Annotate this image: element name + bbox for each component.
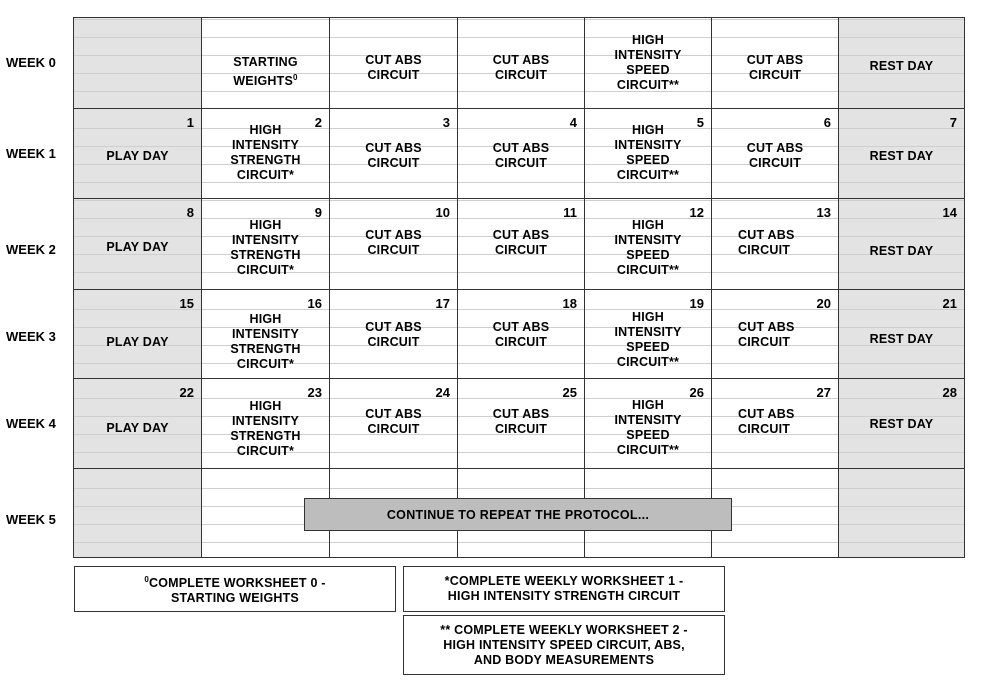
play-day-label: PLAY DAY [106, 421, 169, 435]
cell-w1-d0 [74, 109, 202, 199]
abs-line1: CUT ABS [492, 228, 550, 242]
note-sup: 0 [144, 574, 149, 584]
strength-line2: INTENSITY [231, 233, 300, 247]
rest-day-label: REST DAY [869, 417, 934, 431]
week-label-3: WEEK 3 [6, 329, 56, 344]
cell-w1-d3 [458, 109, 585, 199]
strength-line2: INTENSITY [231, 327, 300, 341]
day-number: 15 [179, 296, 194, 311]
strength-line4: CIRCUIT* [236, 444, 295, 458]
strength-line4: CIRCUIT* [236, 357, 295, 371]
abs-line1: CUT ABS [738, 407, 795, 421]
rest-day-label: REST DAY [869, 149, 934, 163]
day-number: 12 [689, 205, 704, 220]
cell-w3-d4 [585, 290, 712, 379]
day-number: 13 [816, 205, 831, 220]
cell-w4-d3 [458, 379, 585, 469]
speed-line1: HIGH [631, 33, 665, 47]
day-number: 1 [186, 115, 194, 130]
day-number: 5 [696, 115, 704, 130]
cell-w4-d4 [585, 379, 712, 469]
abs-line2: CIRCUIT [738, 243, 791, 257]
abs-line2: CIRCUIT [494, 156, 548, 170]
speed-line4: CIRCUIT** [616, 78, 680, 92]
play-day-label: PLAY DAY [106, 149, 169, 163]
day-number: 16 [307, 296, 322, 311]
cell-w4-d5 [712, 379, 839, 469]
day-number: 23 [307, 385, 322, 400]
cell-w1-d1 [202, 109, 330, 199]
cell-w5-d6 [839, 469, 964, 557]
speed-line2: INTENSITY [614, 413, 682, 427]
cell-w2-d4 [585, 199, 712, 290]
cell-w0-d3 [458, 18, 585, 109]
strength-line4: CIRCUIT* [236, 168, 295, 182]
abs-line2: CIRCUIT [367, 156, 420, 170]
speed-line2: INTENSITY [614, 233, 682, 247]
strength-line3: STRENGTH [230, 248, 301, 262]
speed-line2: INTENSITY [614, 325, 682, 339]
cell-w3-d0 [74, 290, 202, 379]
speed-line1: HIGH [631, 218, 665, 232]
cell-w4-d2 [330, 379, 458, 469]
cell-w0-d1 [202, 18, 330, 109]
abs-line1: CUT ABS [365, 407, 422, 421]
day-number: 19 [689, 296, 704, 311]
cell-w0-d2 [330, 18, 458, 109]
day-number: 18 [562, 296, 577, 311]
speed-line3: SPEED [626, 428, 670, 442]
note-worksheet-0 [74, 566, 396, 612]
abs-line2: CIRCUIT [367, 422, 420, 436]
day-number: 3 [442, 115, 450, 130]
cell-w3-d1 [202, 290, 330, 379]
speed-line3: SPEED [626, 340, 670, 354]
day-number: 4 [569, 115, 577, 130]
note-line3: AND BODY MEASUREMENTS [473, 652, 655, 667]
cell-w3-d6 [839, 290, 964, 379]
abs-line2: CIRCUIT [738, 335, 791, 349]
abs-line1: CUT ABS [492, 407, 550, 421]
day-number: 9 [314, 205, 322, 220]
starting-weights-line2: WEIGHTS [233, 74, 294, 89]
cell-w1-d6 [839, 109, 964, 199]
day-number: 10 [435, 205, 450, 220]
abs-line2: CIRCUIT [494, 68, 548, 82]
strength-line3: STRENGTH [230, 153, 301, 167]
cell-w2-d1 [202, 199, 330, 290]
day-number: 21 [942, 296, 957, 311]
abs-line2: CIRCUIT [494, 422, 548, 436]
strength-line4: CIRCUIT* [236, 263, 295, 277]
speed-line4: CIRCUIT** [616, 263, 680, 277]
abs-line2: CIRCUIT [494, 335, 548, 349]
speed-line1: HIGH [631, 123, 665, 137]
strength-line3: STRENGTH [230, 342, 301, 356]
cell-w1-d2 [330, 109, 458, 199]
day-number: 27 [816, 385, 831, 400]
cell-w2-d6 [839, 199, 964, 290]
rest-day-label: REST DAY [869, 244, 934, 258]
calendar-grid [73, 17, 965, 558]
cell-w0-d5 [712, 18, 839, 109]
strength-line3: STRENGTH [230, 429, 301, 443]
note-worksheet-2 [403, 615, 725, 675]
abs-line1: CUT ABS [365, 141, 422, 155]
cell-w0-d4 [585, 18, 712, 109]
week-label-1: WEEK 1 [6, 145, 56, 161]
starting-weights-line1: STARTING [233, 55, 298, 69]
cell-w3-d2 [330, 290, 458, 379]
abs-line1: CUT ABS [365, 53, 422, 67]
cell-w3-d5 [712, 290, 839, 379]
cell-w1-d4 [585, 109, 712, 199]
play-day-label: PLAY DAY [106, 335, 169, 349]
speed-line1: HIGH [631, 310, 665, 324]
note-line1: *COMPLETE WEEKLY WORKSHEET 1 - [444, 574, 684, 588]
day-number: 25 [562, 385, 577, 400]
cell-w5-d0 [74, 469, 202, 557]
day-number: 2 [314, 115, 322, 130]
note-line2: HIGH INTENSITY SPEED CIRCUIT, ABS, [443, 637, 685, 652]
strength-line1: HIGH [249, 399, 282, 413]
day-number: 6 [823, 115, 831, 130]
abs-line2: CIRCUIT [748, 156, 802, 170]
speed-line4: CIRCUIT** [616, 168, 680, 182]
repeat-protocol-banner: CONTINUE TO REPEAT THE PROTOCOL... [304, 498, 732, 531]
cell-w2-d5 [712, 199, 839, 290]
day-number: 14 [942, 205, 957, 220]
strength-line1: HIGH [249, 123, 282, 137]
abs-line1: CUT ABS [492, 53, 550, 67]
abs-line1: CUT ABS [365, 320, 422, 334]
rest-day-label: REST DAY [869, 59, 934, 73]
speed-line3: SPEED [626, 248, 670, 262]
abs-line1: CUT ABS [738, 228, 795, 242]
speed-line3: SPEED [626, 63, 670, 77]
rest-day-label: REST DAY [869, 332, 934, 346]
note-worksheet-1 [403, 566, 725, 612]
day-number: 24 [435, 385, 450, 400]
day-number: 28 [942, 385, 957, 400]
speed-line1: HIGH [631, 398, 665, 412]
day-number: 8 [186, 205, 194, 220]
abs-line1: CUT ABS [746, 141, 804, 155]
note-line1: COMPLETE WORKSHEET 0 - [149, 576, 326, 591]
week-label-0: WEEK 0 [6, 55, 56, 70]
strength-line1: HIGH [249, 312, 282, 326]
abs-line2: CIRCUIT [367, 335, 420, 349]
abs-line2: CIRCUIT [367, 68, 420, 82]
speed-line2: INTENSITY [614, 48, 682, 62]
day-number: 22 [179, 385, 194, 400]
note-line2: HIGH INTENSITY STRENGTH CIRCUIT [447, 589, 681, 603]
speed-line2: INTENSITY [614, 138, 682, 152]
starting-weights-sup: 0 [293, 73, 298, 82]
cell-w0-d0 [74, 18, 202, 109]
abs-line2: CIRCUIT [494, 243, 548, 257]
cell-w4-d0 [74, 379, 202, 469]
cell-w0-d6 [839, 18, 964, 109]
day-number: 26 [689, 385, 704, 400]
abs-line1: CUT ABS [492, 320, 550, 334]
note-line1: ** COMPLETE WEEKLY WORKSHEET 2 - [440, 622, 688, 637]
speed-line4: CIRCUIT** [616, 355, 680, 369]
day-number: 11 [563, 205, 577, 220]
week-label-4: WEEK 4 [6, 416, 56, 431]
strength-line1: HIGH [249, 218, 282, 232]
speed-line3: SPEED [626, 153, 670, 167]
play-day-label: PLAY DAY [106, 240, 169, 254]
abs-line2: CIRCUIT [367, 243, 420, 257]
cell-w2-d0 [74, 199, 202, 290]
cell-w4-d6 [839, 379, 964, 469]
cell-w4-d1 [202, 379, 330, 469]
strength-line2: INTENSITY [231, 414, 300, 428]
abs-line2: CIRCUIT [738, 422, 791, 436]
cell-w3-d3 [458, 290, 585, 379]
abs-line1: CUT ABS [738, 320, 795, 334]
cell-w1-d5 [712, 109, 839, 199]
day-number: 20 [816, 296, 831, 311]
cell-w2-d2 [330, 199, 458, 290]
speed-line4: CIRCUIT** [616, 443, 680, 457]
abs-line2: CIRCUIT [748, 68, 802, 82]
note-line2: STARTING WEIGHTS [171, 591, 299, 606]
week-label-5: WEEK 5 [6, 511, 56, 527]
abs-line1: CUT ABS [746, 53, 804, 67]
cell-w2-d3 [458, 199, 585, 290]
day-number: 17 [435, 296, 450, 311]
week-label-2: WEEK 2 [6, 242, 56, 257]
strength-line2: INTENSITY [231, 138, 300, 152]
abs-line1: CUT ABS [492, 141, 550, 155]
abs-line1: CUT ABS [365, 228, 422, 242]
day-number: 7 [949, 115, 957, 130]
